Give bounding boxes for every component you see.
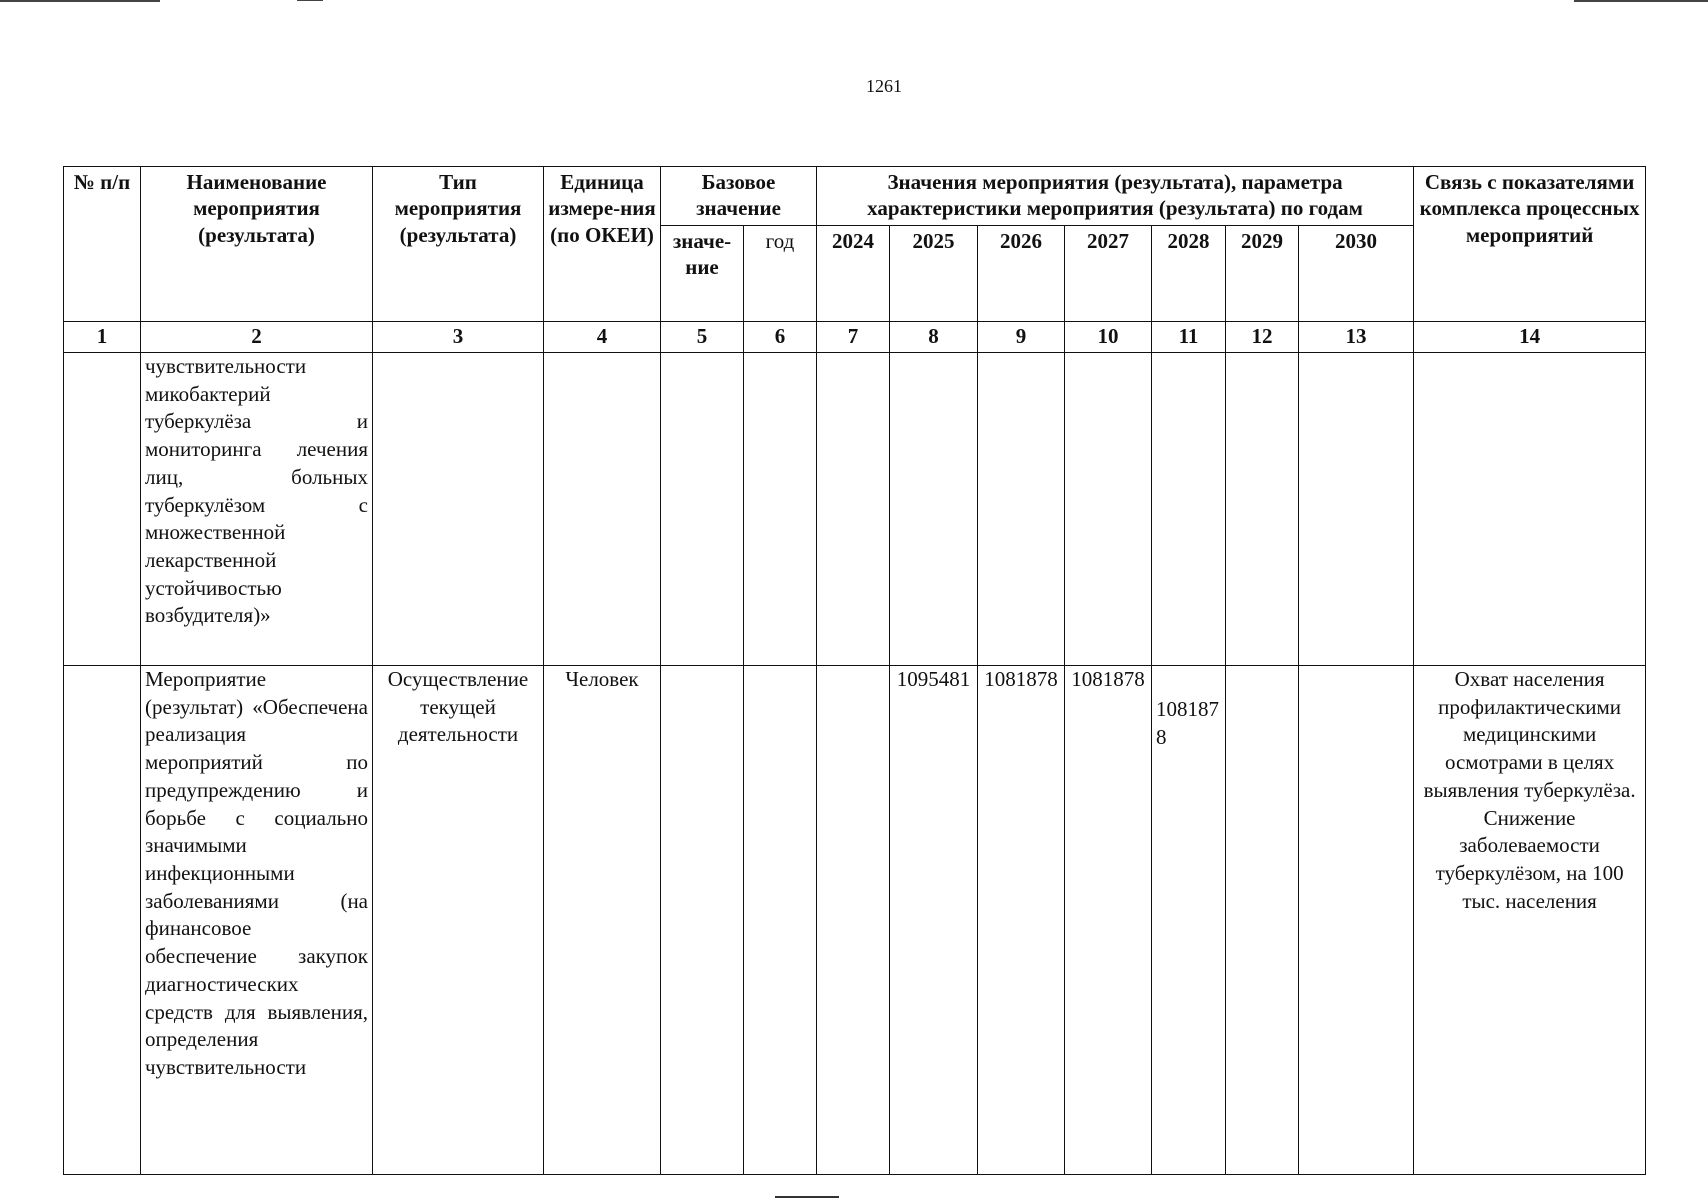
row-num bbox=[64, 666, 141, 1175]
header-base-group: Базовое значение bbox=[661, 167, 817, 226]
row-value-2029 bbox=[1226, 353, 1299, 666]
top-rule-right bbox=[1574, 0, 1708, 2]
column-number: 7 bbox=[817, 322, 890, 353]
row-unit bbox=[544, 353, 661, 666]
row-value-2026 bbox=[978, 353, 1065, 666]
row-link: Охват населения профилактическими медицинскими осмотрами в целях выявления туберкулёза. Снижение заболеваемости туберкулёзом, на 100 тыс. населения bbox=[1414, 666, 1646, 1175]
column-number: 6 bbox=[744, 322, 817, 353]
header-link: Связь с показателями комплекса процессных мероприятий bbox=[1414, 167, 1646, 322]
header-values-group: Значения мероприятия (результата), параметра характеристики мероприятия (результата) по годам bbox=[817, 167, 1414, 226]
row-value-2024 bbox=[817, 353, 890, 666]
top-rule-mid bbox=[297, 0, 323, 1]
header-year-2030: 2030 bbox=[1299, 226, 1414, 322]
row-num bbox=[64, 353, 141, 666]
row-value-2030 bbox=[1299, 353, 1414, 666]
header-unit: Единица измере-ния (по ОКЕИ) bbox=[544, 167, 661, 322]
row-base-year bbox=[744, 666, 817, 1175]
header-year-2029: 2029 bbox=[1226, 226, 1299, 322]
row-name: чувствительности микобактерий туберкулёза и мониторинга лечения лиц, больных туберкулёзом с множественной лекарственной устойчивостью возбудителя)» bbox=[141, 353, 373, 666]
column-number: 10 bbox=[1065, 322, 1152, 353]
header-year-2024: 2024 bbox=[817, 226, 890, 322]
header-year-2025: 2025 bbox=[890, 226, 978, 322]
page-number: 1261 bbox=[866, 76, 902, 96]
row-value-2025: 1095481 bbox=[890, 666, 978, 1175]
events-table bbox=[63, 166, 1646, 1175]
row-value-2028: 1081878 bbox=[1152, 666, 1226, 1175]
column-number: 5 bbox=[661, 322, 744, 353]
row-value-2029 bbox=[1226, 666, 1299, 1175]
row-name: Мероприятие (результат) «Обеспечена реализация мероприятий по предупреждению и борьбе с социально значимыми инфекционными заболеваниями (на финансовое обеспечение закупок диагностических средств для выявления, определения чувствительности bbox=[141, 666, 373, 1175]
column-number-row bbox=[64, 322, 1646, 353]
column-number: 14 bbox=[1414, 322, 1646, 353]
row-value-2030 bbox=[1299, 666, 1414, 1175]
header-num: № п/п bbox=[64, 167, 141, 322]
row-value-2027 bbox=[1065, 353, 1152, 666]
row-link bbox=[1414, 353, 1646, 666]
header-base-year: год bbox=[744, 226, 817, 322]
row-value-2026: 1081878 bbox=[978, 666, 1065, 1175]
top-rule-left bbox=[0, 0, 160, 2]
header-base-value: значе-ние bbox=[661, 226, 744, 322]
column-number: 2 bbox=[141, 322, 373, 353]
column-number: 4 bbox=[544, 322, 661, 353]
column-number: 11 bbox=[1152, 322, 1226, 353]
column-number: 12 bbox=[1226, 322, 1299, 353]
header-type: Тип мероприятия (результата) bbox=[373, 167, 544, 322]
row-base-year bbox=[744, 353, 817, 666]
column-number: 9 bbox=[978, 322, 1065, 353]
row-value-2025 bbox=[890, 353, 978, 666]
row-value-2028 bbox=[1152, 353, 1226, 666]
table-row bbox=[64, 353, 1646, 666]
table-row bbox=[64, 666, 1646, 1175]
row-type: Осуществление текущей деятельности bbox=[373, 666, 544, 1175]
header-year-2026: 2026 bbox=[978, 226, 1065, 322]
bottom-rule bbox=[775, 1196, 839, 1198]
header-year-2028: 2028 bbox=[1152, 226, 1226, 322]
header-year-2027: 2027 bbox=[1065, 226, 1152, 322]
column-number: 1 bbox=[64, 322, 141, 353]
row-base-value bbox=[661, 666, 744, 1175]
row-value-2024 bbox=[817, 666, 890, 1175]
row-type bbox=[373, 353, 544, 666]
column-number: 13 bbox=[1299, 322, 1414, 353]
header-name: Наименование мероприятия (результата) bbox=[141, 167, 373, 322]
column-number: 3 bbox=[373, 322, 544, 353]
row-value-2027: 1081878 bbox=[1065, 666, 1152, 1175]
row-base-value bbox=[661, 353, 744, 666]
row-unit: Человек bbox=[544, 666, 661, 1175]
column-number: 8 bbox=[890, 322, 978, 353]
